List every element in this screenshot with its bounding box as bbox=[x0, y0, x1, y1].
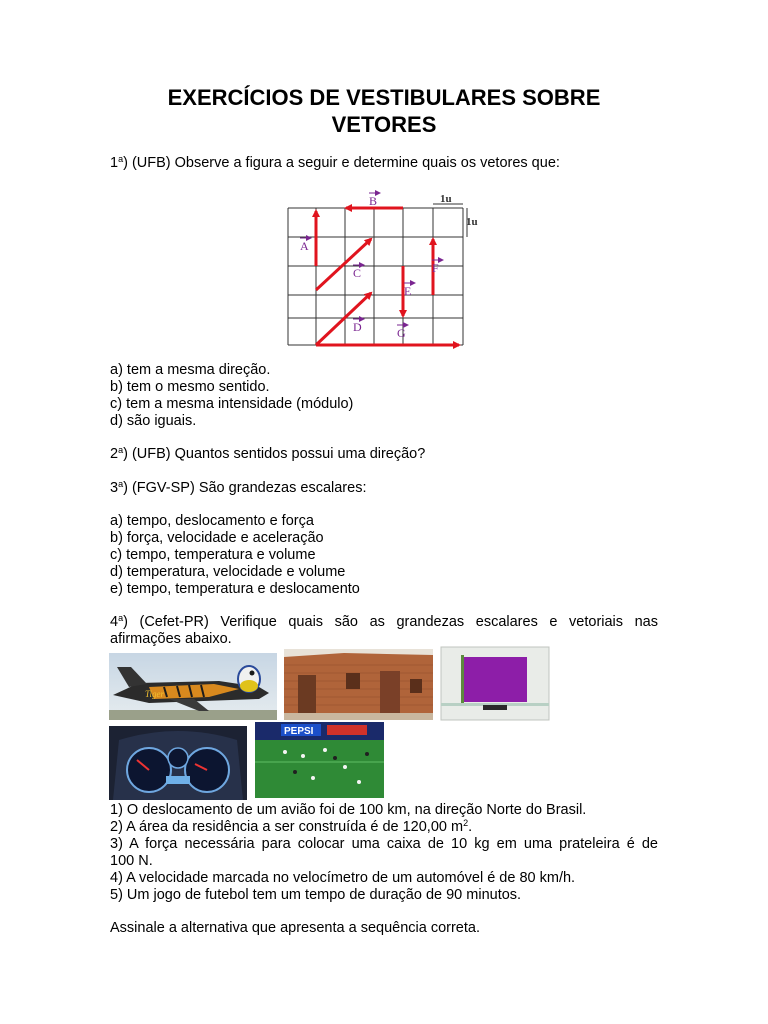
photo-box-on-shelf bbox=[441, 647, 549, 720]
box-shelf-image bbox=[441, 647, 549, 720]
q1-option-d: d) são iguais. bbox=[110, 413, 197, 429]
question-4-text-line-2: afirmações abaixo. bbox=[110, 631, 232, 647]
question-4-text-line-1 bbox=[110, 614, 658, 631]
statement-4: 4) A velocidade marcada no velocímetro de um automóvel é de 80 km/h. bbox=[110, 870, 576, 886]
question-3-text bbox=[110, 480, 366, 497]
unit-label-vertical: 1u bbox=[466, 216, 478, 228]
vector-grid-figure bbox=[283, 188, 478, 353]
ordinal-mark: a bbox=[118, 613, 124, 623]
photo-brick-house bbox=[284, 649, 433, 720]
question-1-text bbox=[110, 155, 560, 172]
question-body: ) (UFB) Quantos sentidos possui uma direção? bbox=[123, 446, 426, 462]
q3-option-c: c) tempo, temperatura e volume bbox=[110, 547, 316, 563]
speedometer-image bbox=[109, 726, 247, 800]
closing-instruction: Assinale a alternativa que apresenta a sequência correta. bbox=[110, 920, 480, 936]
football-image bbox=[255, 722, 384, 798]
statement-2 bbox=[110, 819, 472, 836]
question-number: 4 bbox=[110, 614, 119, 630]
title-line-2: VETORES bbox=[331, 112, 437, 137]
title-line-1: EXERCÍCIOS DE VESTIBULARES SOBRE bbox=[167, 85, 601, 110]
statement-5: 5) Um jogo de futebol tem um tempo de duração de 90 minutos. bbox=[110, 887, 522, 903]
fighter-jet-image bbox=[109, 653, 277, 720]
statement-3-line-2: 100 N. bbox=[110, 853, 153, 869]
photo-speedometer bbox=[109, 726, 247, 800]
q3-option-a: a) tempo, deslocamento e força bbox=[110, 513, 314, 529]
unit-label-horizontal: 1u bbox=[440, 193, 452, 205]
photo-fighter-jet bbox=[109, 653, 277, 720]
label-c: C bbox=[353, 266, 362, 280]
jet-tiger-text: Tiger bbox=[145, 689, 165, 699]
label-f: F bbox=[432, 261, 439, 275]
question-number: 1 bbox=[110, 155, 119, 171]
label-d: D bbox=[353, 320, 362, 334]
question-body: ) (FGV-SP) São grandezas escalares: bbox=[123, 480, 367, 496]
statement-3-line-1: 3) A força necessária para colocar uma caixa de 10 kg em uma prateleira é de bbox=[110, 836, 658, 852]
statement-1: 1) O deslocamento de um avião foi de 100 km, na direção Norte do Brasil. bbox=[110, 802, 587, 818]
photo-football-game bbox=[255, 722, 384, 798]
question-number: 3 bbox=[110, 480, 119, 496]
squared-mark: 2 bbox=[463, 818, 469, 828]
question-2-text bbox=[110, 446, 425, 463]
ordinal-mark: a bbox=[118, 445, 124, 455]
ordinal-mark: a bbox=[118, 154, 124, 164]
pepsi-banner-text: PEPSI bbox=[284, 726, 314, 737]
brick-house-image bbox=[284, 649, 433, 720]
q3-option-b: b) força, velocidade e aceleração bbox=[110, 530, 324, 546]
label-g: G bbox=[397, 326, 406, 340]
statement-2-end: . bbox=[468, 819, 473, 835]
q3-option-d: d) temperatura, velocidade e volume bbox=[110, 564, 346, 580]
q1-option-a: a) tem a mesma direção. bbox=[110, 362, 271, 378]
vectors bbox=[316, 208, 459, 345]
label-b: B bbox=[369, 194, 378, 208]
q3-option-e: e) tempo, temperatura e deslocamento bbox=[110, 581, 360, 597]
grid-lines bbox=[288, 208, 463, 345]
q1-option-c: c) tem a mesma intensidade (módulo) bbox=[110, 396, 354, 412]
question-body: ) (UFB) Observe a figura a seguir e determine quais os vetores que: bbox=[123, 155, 560, 171]
unit-markers bbox=[433, 204, 467, 237]
question-body: ) (Cefet-PR) Verifique quais são as grandezas escalares e vetoriais nas bbox=[123, 614, 658, 630]
statement-2-text: 2) A área da residência a ser construída é de 120,00 m bbox=[110, 819, 464, 835]
ordinal-mark: a bbox=[118, 479, 124, 489]
label-e: E bbox=[404, 284, 412, 298]
document-title bbox=[0, 84, 768, 138]
label-a: A bbox=[300, 239, 309, 253]
question-number: 2 bbox=[110, 446, 119, 462]
q1-option-b: b) tem o mesmo sentido. bbox=[110, 379, 270, 395]
